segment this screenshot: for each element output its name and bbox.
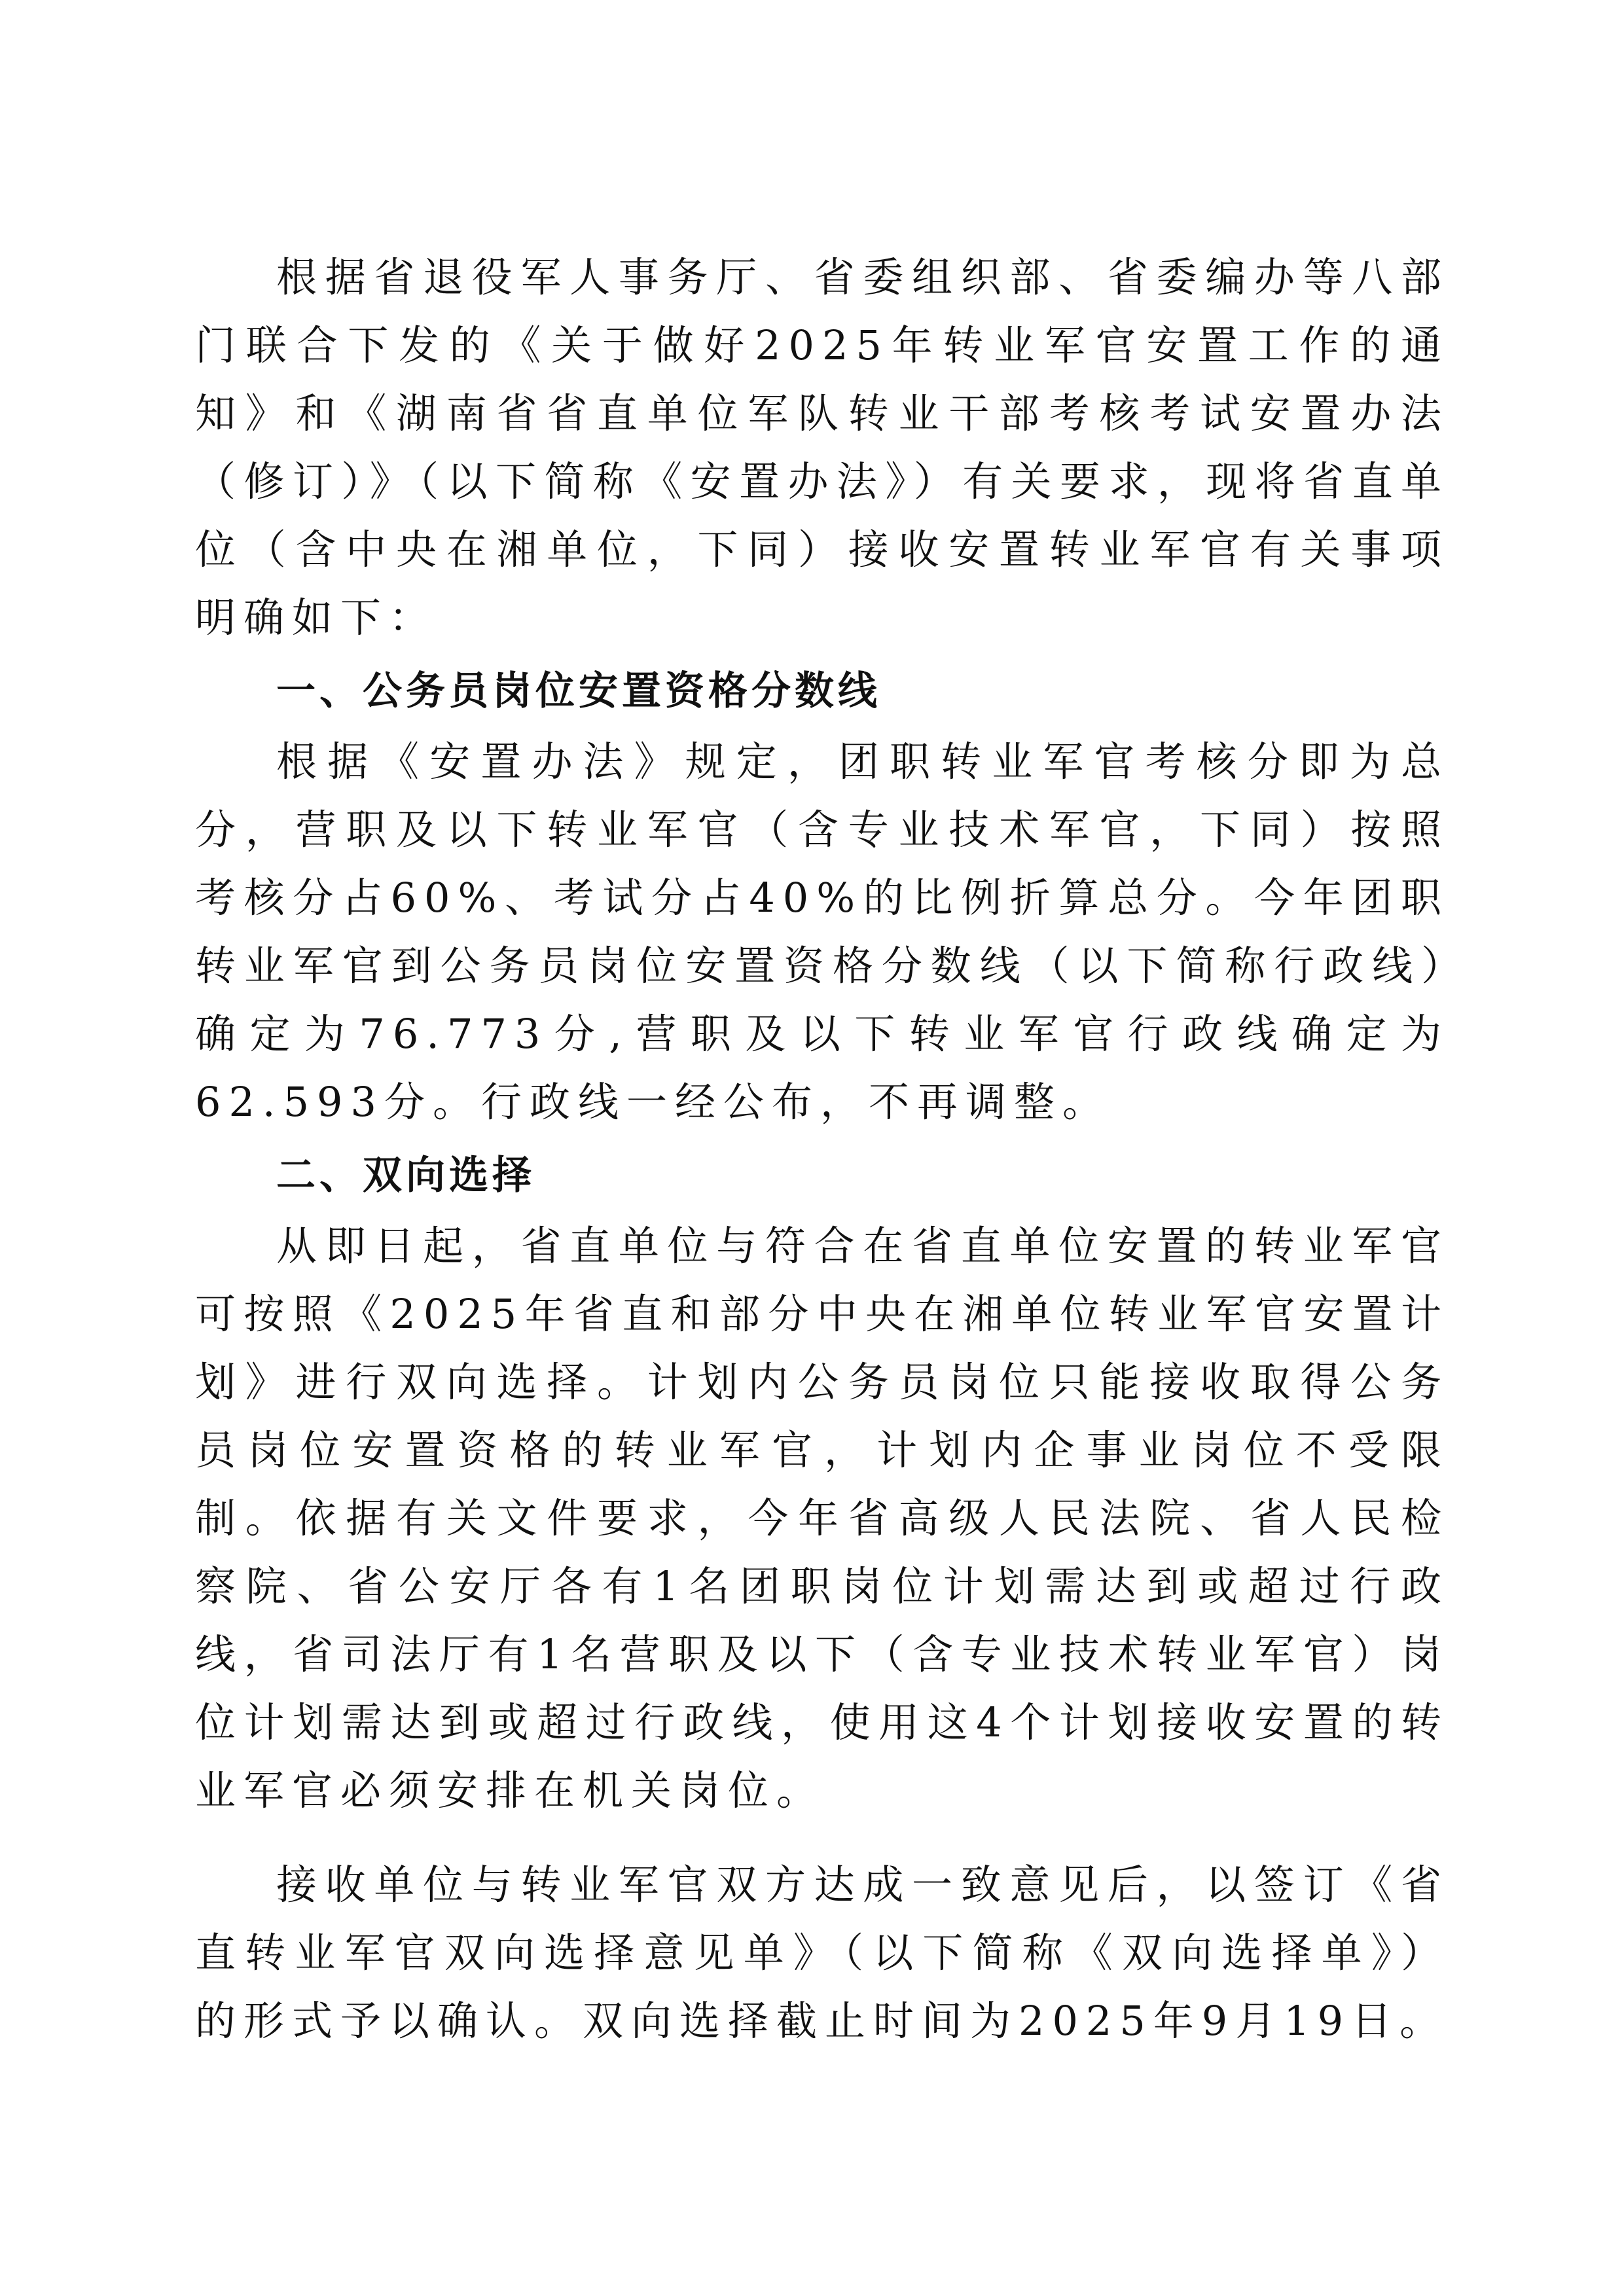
section-1-heading: 一、公务员岗位安置资格分数线 bbox=[276, 668, 881, 714]
intro-paragraph: 根据省退役军人事务厅、省委组织部、省委编办等八部门联合下发的《关于做好2025年转业军官安置工作的通知》和《湖南省省直单位军队转业干部考核考试安置办法（修订）》（以下简称《安置办法》）有关要求，现将省直单位（含中央在湘单位，下同）接收安置转业军官有关事项明确如下： bbox=[195, 253, 1449, 641]
section-1-paragraph: 根据《安置办法》规定，团职转业军官考核分即为总分，营职及以下转业军官（含专业技术军官，下同）按照考核分占60%、考试分占40%的比例折算总分。今年团职转业军官到公务员岗位安置资格分数线（以下简称行政线）确定为76.773分,营职及以下转业军官行政线确定为62.593分。行政线一经公布，不再调整。 bbox=[195, 738, 1449, 1126]
section-2-paragraph-2: 接收单位与转业军官双方达成一致意见后，以签订《省直转业军官双向选择意见单》（以下简称《双向选择单》）的形式予以确认。双向选择截止时间为2025年9月19日。 bbox=[195, 1861, 1449, 2045]
section-2-paragraph-1: 从即日起，省直单位与符合在省直单位安置的转业军官可按照《2025年省直和部分中央在湘单位转业军官安置计划》进行双向选择。计划内公务员岗位只能接收取得公务员岗位安置资格的转业军官，计划内企事业岗位不受限制。依据有关文件要求，今年省高级人民法院、省人民检察院、省公安厅各有1名团职岗位计划需达到或超过行政线，省司法厅有1名营职及以下（含专业技术转业军官）岗位计划需达到或超过行政线，使用这4个计划接收安置的转业军官必须安排在机关岗位。 bbox=[195, 1222, 1449, 1814]
section-2-heading: 二、双向选择 bbox=[276, 1153, 535, 1198]
document-body bbox=[195, 243, 1449, 2055]
